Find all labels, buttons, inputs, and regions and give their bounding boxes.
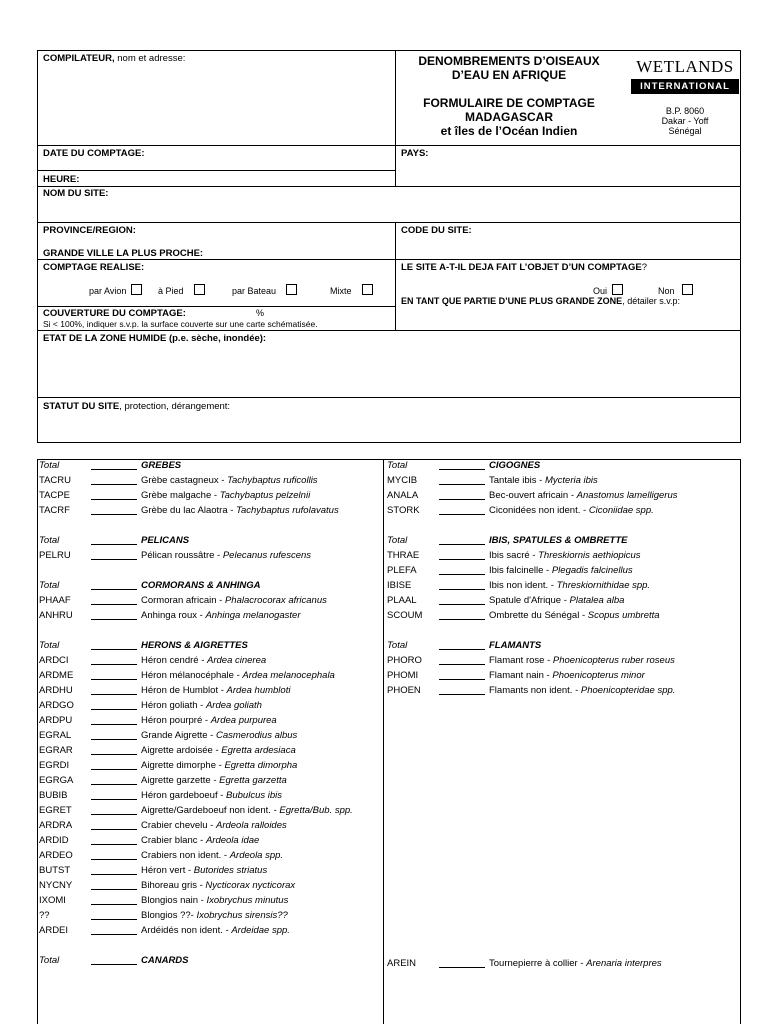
scientific-name: Bubulcus ibis (226, 790, 283, 801)
species-code: ANALA (387, 490, 419, 501)
species-code: ARDEO (39, 850, 73, 861)
larger-zone-label: EN TANT QUE PARTIE D’UNE PLUS GRANDE ZONE, détailer s.v.p: (401, 296, 681, 306)
divider (37, 222, 741, 223)
count-blank[interactable] (91, 799, 137, 800)
species-name: Blongios ??- Ixobrychus sirensis?? (141, 910, 288, 921)
scientific-name: Phoenicopteridae spp. (580, 685, 676, 696)
yes-checkbox[interactable] (612, 284, 623, 295)
species-code: TACPE (39, 490, 70, 501)
scientific-name: Platalea alba (569, 595, 625, 606)
species-name: Ciconidées non ident. - Ciconiidae spp. (489, 505, 654, 516)
compiler-label: COMPILATEUR, nom et adresse: (43, 53, 186, 64)
species-code: BUBIB (39, 790, 68, 801)
species-row (39, 788, 379, 803)
species-name: Bec-ouvert africain - Anastomus lamelligerus (489, 490, 678, 501)
species-name: Héron mélanocéphale - Ardea melanocephala (141, 670, 335, 681)
species-name: Ardéidés non ident. - Ardeidae spp. (141, 925, 290, 936)
scientific-name: Ardeola spp. (229, 850, 284, 861)
scientific-name: Ixobrychus sirensis?? (196, 910, 288, 921)
nearest-town-field-label: GRANDE VILLE LA PLUS PROCHE: (43, 248, 204, 259)
species-code: EGRET (39, 805, 72, 816)
group-total-row (387, 533, 737, 548)
species-name: Flamant nain - Phoenicopterus minor (489, 670, 645, 681)
scientific-name: Ardea goliath (205, 700, 262, 711)
scientific-name: Tachybaptus rufolavatus (236, 505, 339, 516)
species-row (39, 503, 379, 518)
species-name: Flamant rose - Phoenicopterus ruber roseus (489, 655, 675, 666)
count-blank[interactable] (91, 619, 137, 620)
species-name: Héron cendré - Ardea cinerea (141, 655, 267, 666)
species-row (39, 758, 379, 773)
species-code: EGRAL (39, 730, 72, 741)
divider (37, 186, 741, 187)
species-name: Aigrette ardoisée - Egretta ardesiaca (141, 745, 296, 756)
species-name: Grande Aigrette - Casmerodius albus (141, 730, 298, 741)
form-title: DENOMBREMENTS D’OISEAUX D’EAU EN AFRIQUE FORMULAIRE DE COMPTAGE MADAGASCAR et îles de l’Océan Indien (418, 54, 600, 138)
group-total-row (39, 953, 379, 968)
species-row (387, 653, 737, 668)
group-name: CIGOGNES (489, 460, 541, 471)
scientific-name: Ardea humbloti (226, 685, 291, 696)
count-blank[interactable] (91, 514, 137, 515)
species-name: Héron goliath - Ardea goliath (141, 700, 262, 711)
species-name: Flamants non ident. - Phoenicopteridae spp. (489, 685, 676, 696)
species-row (39, 593, 379, 608)
count-blank[interactable] (91, 499, 137, 500)
species-name: Ibis non ident. - Threskiornithidae spp. (489, 580, 651, 591)
count-blank[interactable] (91, 739, 137, 740)
scientific-name: Butorides striatus (193, 865, 268, 876)
scientific-name: Casmerodius albus (215, 730, 298, 741)
group-name: CORMORANS & ANHINGA (141, 580, 261, 591)
species-name: Grèbe castagneux - Tachybaptus ruficollis (141, 475, 318, 486)
species-row (387, 548, 737, 563)
count-blank[interactable] (439, 589, 485, 590)
species-code: PLEFA (387, 565, 417, 576)
count-blank[interactable] (91, 784, 137, 785)
species-row (39, 608, 379, 623)
previous-count-no: Non (658, 284, 693, 296)
count-blank[interactable] (91, 484, 137, 485)
coverage-label: COUVERTURE DU COMPTAGE: (43, 308, 186, 319)
count-blank[interactable] (91, 559, 137, 560)
count-blank[interactable] (91, 934, 137, 935)
group-name: IBIS, SPATULES & OMBRETTE (489, 535, 628, 546)
method-airplane: par Avion (89, 284, 142, 296)
count-blank[interactable] (91, 859, 137, 860)
species-row (387, 683, 737, 698)
species-row (39, 833, 379, 848)
species-name: Héron vert - Butorides striatus (141, 865, 268, 876)
species-row (39, 773, 379, 788)
species-code: ?? (39, 910, 50, 921)
species-code: ARDME (39, 670, 74, 681)
species-row (387, 608, 737, 623)
count-blank[interactable] (439, 469, 485, 470)
species-code: PHAAF (39, 595, 71, 606)
group-name: PELICANS (141, 535, 190, 546)
group-name: HERONS & AIGRETTES (141, 640, 248, 651)
count-blank[interactable] (91, 664, 137, 665)
scientific-name: Pelecanus rufescens (222, 550, 312, 561)
count-blank[interactable] (439, 649, 485, 650)
species-code: TACRU (39, 475, 72, 486)
count-blank[interactable] (439, 484, 485, 485)
count-blank[interactable] (439, 559, 485, 560)
species-row (39, 803, 379, 818)
scientific-name: Egretta garzetta (219, 775, 287, 786)
species-row (387, 593, 737, 608)
species-code: TACRF (39, 505, 70, 516)
total-label: Total (387, 460, 408, 471)
coverage-percent: % (256, 308, 265, 318)
count-blank[interactable] (439, 574, 485, 575)
scientific-name: Egretta ardesiaca (221, 745, 296, 756)
species-row (39, 848, 379, 863)
group-name: FLAMANTS (489, 640, 542, 651)
scientific-name: Ardeidae spp. (231, 925, 290, 936)
count-blank[interactable] (439, 694, 485, 695)
scientific-name: Ixobrychus minutus (206, 895, 289, 906)
species-code: BUTST (39, 865, 71, 876)
group-total-row (39, 578, 379, 593)
species-code: ARDPU (39, 715, 73, 726)
species-name: Héron pourpré - Ardea purpurea (141, 715, 277, 726)
count-method-label: COMPTAGE REALISE: (43, 262, 145, 273)
method-boat-checkbox[interactable] (286, 284, 297, 295)
count-blank[interactable] (439, 499, 485, 500)
divider (383, 459, 384, 1024)
divider (37, 170, 395, 171)
species-code: PHOMI (387, 670, 419, 681)
previous-count-yes: Oui (593, 284, 623, 296)
species-code: IBISE (387, 580, 412, 591)
count-blank[interactable] (91, 829, 137, 830)
country-field-label: PAYS: (401, 148, 429, 159)
group-total-row (387, 638, 737, 653)
species-name: Crabiers non ident. - Ardeola spp. (141, 850, 284, 861)
wetland-state-label: ETAT DE LA ZONE HUMIDE (p.e. sèche, inondée): (43, 333, 267, 344)
species-row (39, 488, 379, 503)
species-name: Crabier chevelu - Ardeola ralloides (141, 820, 287, 831)
species-row (39, 818, 379, 833)
group-name: GREBES (141, 460, 182, 471)
count-blank[interactable] (91, 709, 137, 710)
count-blank[interactable] (91, 469, 137, 470)
province-field-label: PROVINCE/REGION: (43, 225, 136, 236)
count-blank[interactable] (91, 889, 137, 890)
count-blank[interactable] (439, 664, 485, 665)
scientific-name: Phalacrocorax africanus (224, 595, 327, 606)
total-label: Total (39, 955, 60, 966)
species-code: STORK (387, 505, 420, 516)
scientific-name: Tachybaptus pelzelnii (219, 490, 311, 501)
wetlands-logo: WETLANDS INTERNATIONAL (631, 57, 739, 107)
scientific-name: Anhinga melanogaster (205, 610, 301, 621)
scientific-name: Mycteria ibis (544, 475, 598, 486)
species-row (39, 548, 379, 563)
scientific-name: Ciconiidae spp. (588, 505, 654, 516)
method-airplane-checkbox[interactable] (131, 284, 142, 295)
divider (37, 397, 741, 398)
species-name: Pélican roussâtre - Pelecanus rufescens (141, 550, 312, 561)
method-foot: à Pied (158, 284, 205, 296)
scientific-name: Phoenicopterus minor (552, 670, 645, 681)
scientific-name: Nycticorax nycticorax (205, 880, 296, 891)
species-row (39, 728, 379, 743)
species-code: EGRAR (39, 745, 73, 756)
total-label: Total (387, 640, 408, 651)
species-code: ANHRU (39, 610, 73, 621)
count-blank[interactable] (91, 589, 137, 590)
count-blank[interactable] (439, 544, 485, 545)
date-field-label: DATE DU COMPTAGE: (43, 148, 145, 159)
group-total-row (39, 458, 379, 473)
scientific-name: Ardea melanocephala (242, 670, 335, 681)
site-name-field-label: NOM DU SITE: (43, 188, 109, 199)
group-name: CANARDS (141, 955, 189, 966)
species-row (387, 503, 737, 518)
species-code: NYCNY (39, 880, 73, 891)
species-name: Ombrette du Sénégal - Scopus umbretta (489, 610, 660, 621)
species-code: ARDHU (39, 685, 73, 696)
species-code: ARDEI (39, 925, 69, 936)
site-code-field-label: CODE DU SITE: (401, 225, 472, 236)
count-blank[interactable] (91, 754, 137, 755)
group-total-row (39, 638, 379, 653)
total-label: Total (39, 640, 60, 651)
count-blank[interactable] (91, 544, 137, 545)
scientific-name: Ardea cinerea (207, 655, 267, 666)
species-row (387, 578, 737, 593)
species-name: Tantale ibis - Mycteria ibis (489, 475, 598, 486)
count-blank[interactable] (439, 604, 485, 605)
species-name: Crabier blanc - Ardeola idae (141, 835, 260, 846)
species-row (387, 473, 737, 488)
species-row-arein: AREIN Tournepierre à collier - Arenaria interpres (387, 958, 662, 969)
species-code: PELRU (39, 550, 71, 561)
count-blank[interactable] (91, 919, 137, 920)
species-row (387, 563, 737, 578)
previous-count-label: LE SITE A-T-IL DEJA FAIT L’OBJET D’UN COMPTAGE? (401, 262, 647, 273)
scientific-name: Scopus umbretta (587, 610, 660, 621)
count-blank[interactable] (91, 694, 137, 695)
species-code: MYCIB (387, 475, 418, 486)
species-name: Héron de Humblot - Ardea humbloti (141, 685, 291, 696)
scientific-name: Threskiornis aethiopicus (538, 550, 641, 561)
species-row (39, 698, 379, 713)
species-name: Ibis falcinelle - Plegadis falcinellus (489, 565, 633, 576)
species-code: PHOEN (387, 685, 421, 696)
species-code: IXOMI (39, 895, 66, 906)
total-label: Total (387, 535, 408, 546)
species-code: PHORO (387, 655, 422, 666)
address: B.P. 8060 Dakar - Yoff Sénégal (661, 106, 709, 136)
scientific-name: Phoenicopterus ruber roseus (552, 655, 675, 666)
scientific-name: Tachybaptus ruficollis (227, 475, 318, 486)
species-name: Cormoran africain - Phalacrocorax africanus (141, 595, 327, 606)
count-blank[interactable] (439, 967, 485, 968)
count-blank[interactable] (91, 814, 137, 815)
species-row (39, 668, 379, 683)
species-code: ARDGO (39, 700, 74, 711)
count-blank[interactable] (91, 679, 137, 680)
coverage-note: Si < 100%, indiquer s.v.p. la surface couverte sur une carte schématisée. (43, 319, 318, 329)
count-blank[interactable] (91, 874, 137, 875)
scientific-name: Plegadis falcinellus (551, 565, 633, 576)
species-row (39, 743, 379, 758)
site-status-label: STATUT DU SITE, protection, dérangement: (43, 401, 231, 412)
species-code: THRAE (387, 550, 420, 561)
species-code: EGRDI (39, 760, 70, 771)
species-row (39, 713, 379, 728)
count-blank[interactable] (91, 904, 137, 905)
method-boat: par Bateau (232, 284, 297, 296)
scientific-name: Ardea purpurea (210, 715, 277, 726)
total-label: Total (39, 535, 60, 546)
species-name: Spatule d'Afrique - Platalea alba (489, 595, 625, 606)
species-name: Aigrette/Gardeboeuf non ident. - Egretta/Bub. spp. (141, 805, 353, 816)
scientific-name: Egretta dimorpha (224, 760, 298, 771)
species-row (387, 488, 737, 503)
species-row (39, 683, 379, 698)
species-name: Héron gardeboeuf - Bubulcus ibis (141, 790, 283, 801)
scientific-name: Anastomus lamelligerus (576, 490, 678, 501)
total-label: Total (39, 460, 60, 471)
species-row (39, 923, 379, 938)
species-name: Anhinga roux - Anhinga melanogaster (141, 610, 301, 621)
count-blank[interactable] (91, 844, 137, 845)
species-name: Grèbe du lac Alaotra - Tachybaptus rufolavatus (141, 505, 339, 516)
divider (37, 330, 741, 331)
group-total-row (387, 458, 737, 473)
total-label: Total (39, 580, 60, 591)
species-name: Ibis sacré - Threskiornis aethiopicus (489, 550, 641, 561)
divider (37, 306, 395, 307)
count-blank[interactable] (439, 619, 485, 620)
species-row (39, 893, 379, 908)
species-name: Bihoreau gris - Nycticorax nycticorax (141, 880, 296, 891)
count-blank[interactable] (91, 964, 137, 965)
species-code: PLAAL (387, 595, 417, 606)
species-code: EGRGA (39, 775, 74, 786)
species-row (39, 473, 379, 488)
count-blank[interactable] (91, 604, 137, 605)
species-row (387, 668, 737, 683)
species-code: ARDRA (39, 820, 73, 831)
divider (395, 222, 396, 330)
species-code: SCOUM (387, 610, 423, 621)
method-foot-checkbox[interactable] (194, 284, 205, 295)
scientific-name: Egretta/Bub. spp. (279, 805, 353, 816)
scientific-name: Threskiornithidae spp. (556, 580, 651, 591)
species-name: Aigrette dimorphe - Egretta dimorpha (141, 760, 298, 771)
scientific-name: Ardeola idae (205, 835, 260, 846)
species-name: Blongios nain - Ixobrychus minutus (141, 895, 289, 906)
species-row (39, 908, 379, 923)
species-row (39, 653, 379, 668)
scientific-name: Ardeola ralloides (215, 820, 287, 831)
count-blank[interactable] (439, 679, 485, 680)
species-code: ARDID (39, 835, 69, 846)
time-field-label: HEURE: (43, 174, 80, 185)
species-row (39, 863, 379, 878)
species-name: Grèbe malgache - Tachybaptus pelzelnii (141, 490, 311, 501)
count-blank[interactable] (439, 514, 485, 515)
divider (37, 145, 741, 146)
count-blank[interactable] (91, 769, 137, 770)
method-mixed: Mixte (330, 284, 373, 296)
no-checkbox[interactable] (682, 284, 693, 295)
method-mixed-checkbox[interactable] (362, 284, 373, 295)
group-total-row (39, 533, 379, 548)
count-blank[interactable] (91, 649, 137, 650)
species-row (39, 878, 379, 893)
divider (37, 259, 741, 260)
count-blank[interactable] (91, 724, 137, 725)
species-name: Aigrette garzette - Egretta garzetta (141, 775, 287, 786)
species-code: ARDCI (39, 655, 69, 666)
